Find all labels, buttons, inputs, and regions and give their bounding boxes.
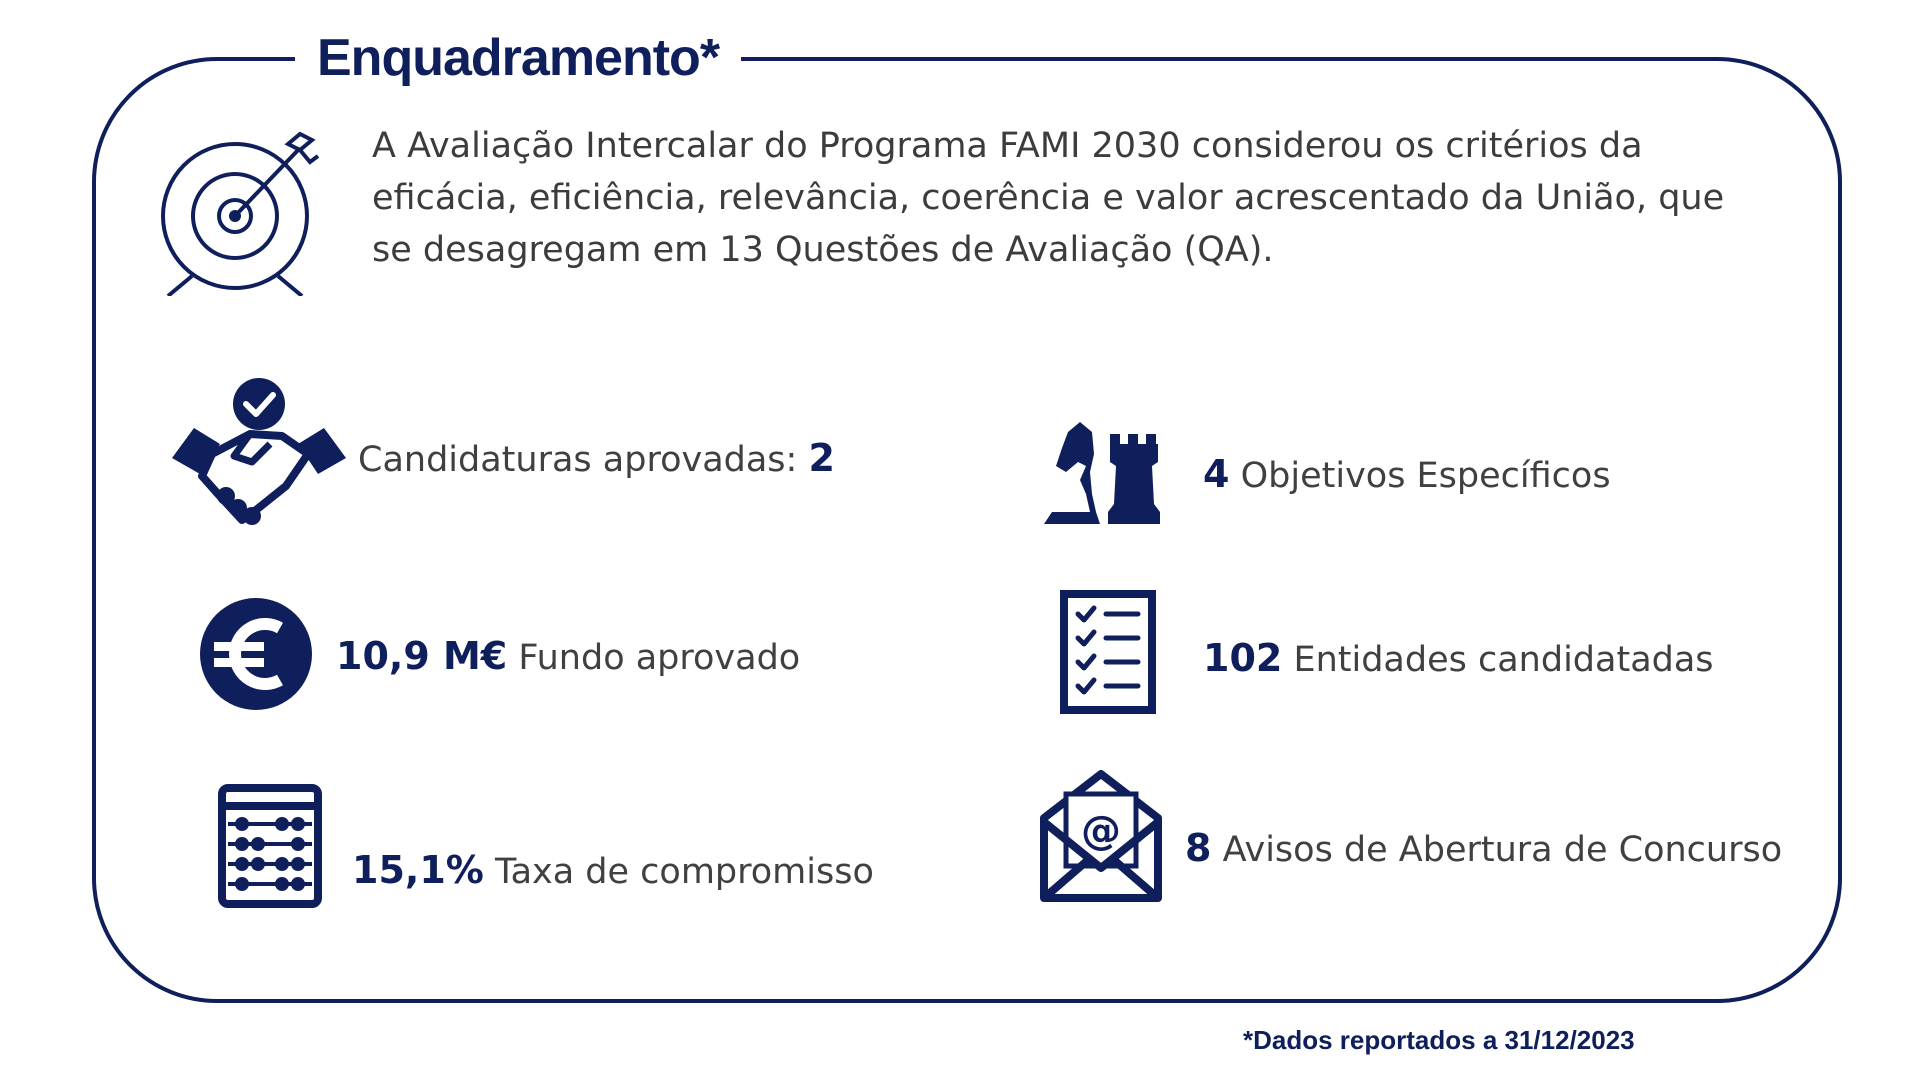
svg-text:@: @	[1081, 808, 1121, 854]
stat-label: Entidades candidatadas	[1293, 640, 1714, 680]
stat-label: Objetivos Específicos	[1240, 456, 1611, 496]
stat-avisos	[1185, 824, 1782, 874]
stat-value: 2	[808, 436, 835, 480]
stat-label: Avisos de Abertura de Concurso	[1222, 830, 1783, 870]
page-title: Enquadramento*	[295, 18, 741, 98]
stat-objetivos	[1203, 450, 1611, 500]
stat-value: 15,1%	[352, 848, 484, 892]
stat-label: Fundo aprovado	[518, 638, 801, 678]
stat-value: 10,9 M€	[336, 634, 508, 678]
stat-candidaturas	[358, 434, 835, 484]
stat-value: 4	[1203, 452, 1230, 496]
email-envelope-icon	[1040, 770, 1162, 902]
stat-entidades	[1203, 634, 1714, 684]
abacus-icon	[218, 784, 322, 908]
stat-taxa	[352, 846, 874, 896]
stat-value: 8	[1185, 826, 1212, 870]
checklist-icon	[1060, 590, 1156, 714]
target-icon	[160, 126, 320, 296]
stat-fundo	[336, 632, 800, 682]
chess-icon	[1040, 414, 1160, 524]
stat-value: 102	[1203, 636, 1283, 680]
euro-icon	[200, 598, 312, 710]
handshake-icon	[172, 378, 346, 528]
stat-label: Candidaturas aprovadas:	[358, 440, 798, 480]
stat-label: Taxa de compromisso	[494, 852, 874, 892]
footnote: *Dados reportados a 31/12/2023	[1243, 1025, 1635, 1055]
intro-paragraph: A Avaliação Intercalar do Programa FAMI 2030 considerou os critérios da eficácia, eficiência, relevância, coerência e valor acrescentado da União, que se desagregam em 13 Questões de Avaliação (QA).	[372, 126, 1725, 270]
